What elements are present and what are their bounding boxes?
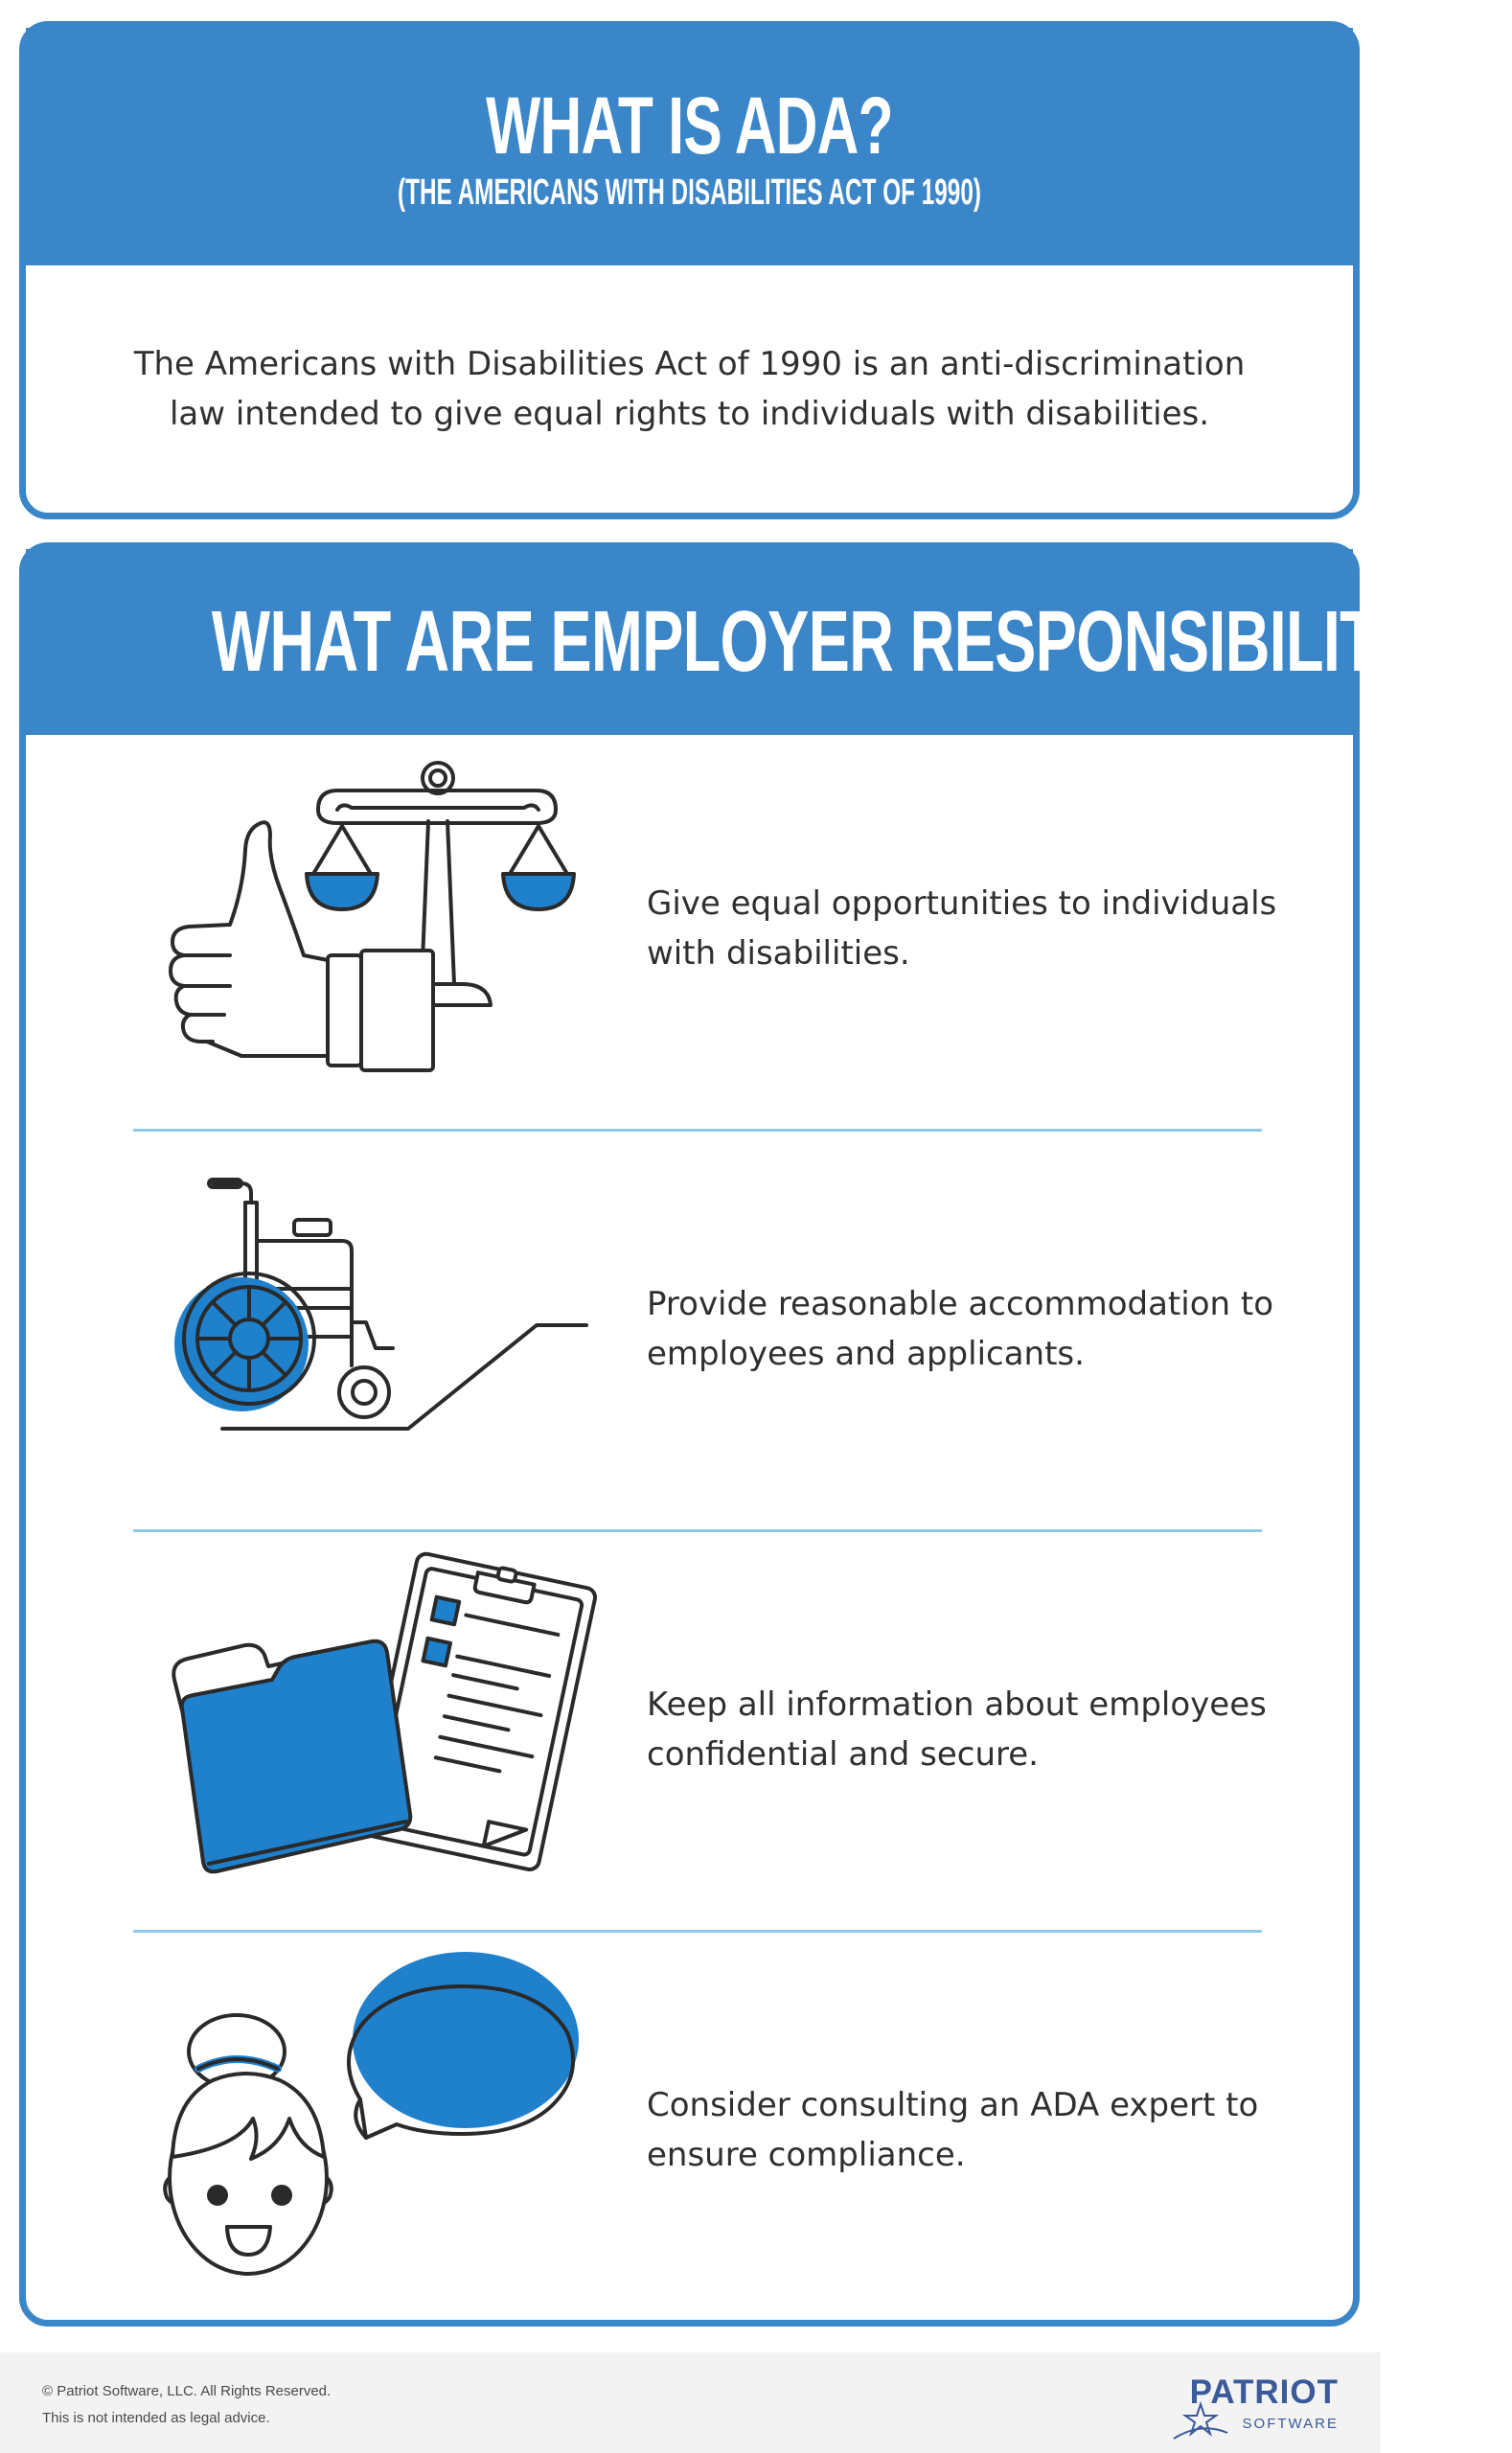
person-speech-bubble-icon (146, 1956, 606, 2320)
responsibilities-header (26, 549, 1512, 735)
responsibility-item (26, 1937, 1353, 2337)
responsibility-text-line-2: with disabilities. (647, 934, 910, 973)
ada-header (26, 28, 1353, 265)
responsibility-text-line-2: ensure compliance. (647, 2136, 966, 2174)
responsibilities-title: WHAT ARE EMPLOYER RESPONSIBILITIES? (211, 594, 1512, 690)
responsibility-item (26, 735, 1353, 1135)
ada-description-line-1: The Americans with Disabilities Act of 1990 is an anti-discrimination (133, 345, 1246, 383)
ada-title: WHAT IS ADA? (486, 80, 893, 171)
responsibility-text-line-1: Provide reasonable accommodation to (647, 1285, 1274, 1323)
folder-clipboard-icon (146, 1555, 606, 1919)
scales-thumbs-up-icon (146, 754, 606, 1118)
responsibility-text-line-2: employees and applicants. (647, 1335, 1085, 1373)
responsibility-text (647, 879, 1298, 978)
employer-responsibilities-card (19, 542, 1512, 2327)
ada-description-line-2: law intended to give equal rights to individuals with disabilities. (169, 395, 1210, 433)
responsibility-text (647, 1680, 1298, 1779)
responsibility-text (647, 1279, 1298, 1379)
logo-wordmark: PATRIOT (1189, 2373, 1339, 2411)
patriot-software-logo (1185, 2373, 1339, 2441)
footer (0, 2352, 1381, 2453)
logo-subtitle: SOFTWARE (1242, 2416, 1339, 2432)
ada-definition-card (19, 21, 1360, 519)
responsibility-text (647, 2080, 1298, 2180)
responsibility-text-line-1: Give equal opportunities to individuals (647, 884, 1277, 923)
section-divider (133, 1930, 1262, 1933)
star-swoosh-icon (1172, 2400, 1229, 2442)
ada-subtitle: (THE AMERICANS WITH DISABILITIES ACT OF 1990) (398, 172, 981, 213)
copyright-text: © Patriot Software, LLC. All Rights Reserved. (42, 2383, 332, 2399)
responsibility-item (26, 1135, 1353, 1536)
section-divider (133, 1129, 1262, 1132)
ada-description (26, 339, 1353, 439)
responsibility-text-line-2: confidential and secure. (647, 1735, 1039, 1774)
responsibility-text-line-1: Keep all information about employees (647, 1685, 1267, 1724)
section-divider (133, 1529, 1262, 1532)
disclaimer-text: This is not intended as legal advice. (42, 2410, 270, 2426)
responsibility-text-line-1: Consider consulting an ADA expert to (647, 2086, 1259, 2124)
wheelchair-ramp-icon (146, 1155, 606, 1519)
responsibility-item (26, 1536, 1353, 1937)
